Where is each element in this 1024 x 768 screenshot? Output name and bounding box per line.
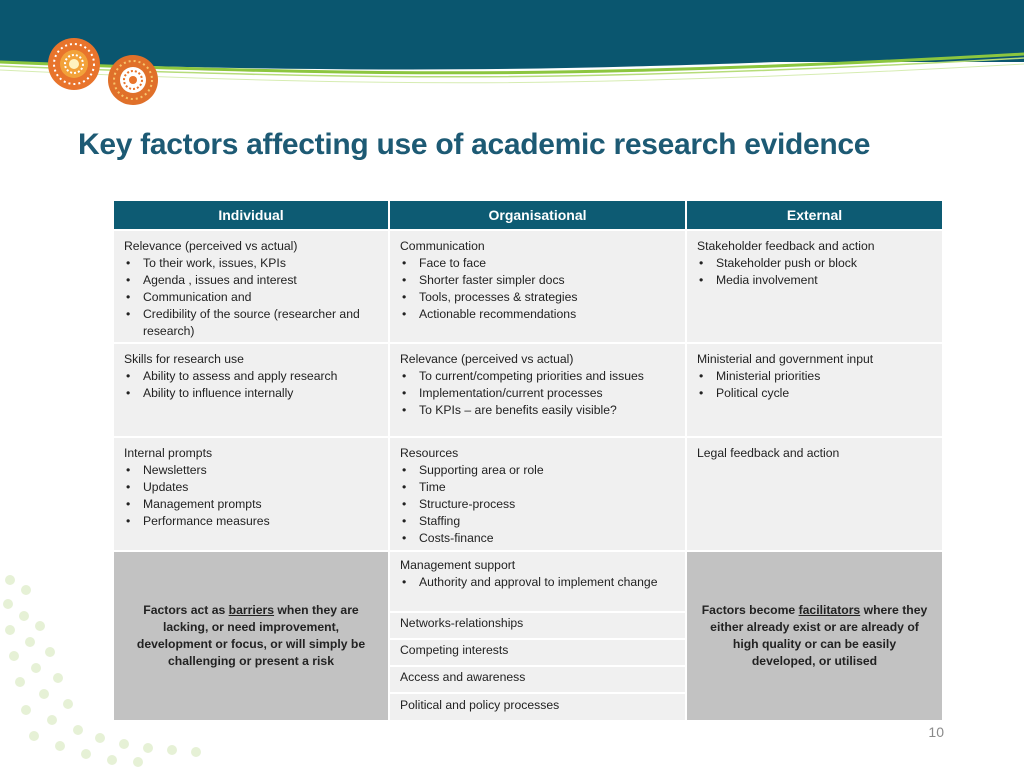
- table-cell: [114, 438, 388, 550]
- list-item: • Communication and: [124, 289, 380, 306]
- list-item: • Ministerial priorities: [697, 368, 934, 385]
- list-item: • Authority and approval to implement change: [400, 574, 677, 591]
- cell-heading: Networks-relationships: [400, 616, 524, 630]
- cell-heading: Legal feedback and action: [697, 446, 840, 460]
- table-cell: [114, 344, 388, 436]
- bullet-list: [124, 255, 380, 340]
- list-item: • Performance measures: [124, 513, 380, 530]
- list-item: • Media involvement: [697, 272, 934, 289]
- list-item: • Time: [400, 479, 677, 496]
- table-cell: [687, 344, 942, 436]
- cell-heading: Communication: [400, 239, 485, 253]
- bullet-list: [400, 368, 677, 419]
- list-item: • Costs-finance: [400, 530, 677, 547]
- facilitators-note: [687, 552, 942, 720]
- list-item: • Stakeholder push or block: [697, 255, 934, 272]
- table-cell: [390, 667, 685, 692]
- table-cell: [390, 438, 685, 550]
- cell-heading: Management support: [400, 558, 516, 572]
- cell-heading: Stakeholder feedback and action: [697, 239, 875, 253]
- dot-art-circle-left: [48, 38, 100, 90]
- list-item: • Political cycle: [697, 385, 934, 402]
- facilitators-keyword: facilitators: [798, 603, 861, 617]
- list-item: • Updates: [124, 479, 380, 496]
- list-item: • Face to face: [400, 255, 677, 272]
- cell-heading: Competing interests: [400, 643, 509, 657]
- barriers-keyword: barriers: [228, 603, 275, 617]
- organisational-factors-stack: [390, 552, 685, 720]
- bullet-list: [124, 368, 380, 402]
- table-cell: [390, 640, 685, 665]
- bullet-list: [697, 255, 934, 289]
- bullet-list: [400, 462, 677, 547]
- cell-heading: Relevance (perceived vs actual): [400, 352, 574, 366]
- cell-heading: Skills for research use: [124, 352, 244, 366]
- facilitators-text-post: where they either already exist or are already of high quality or can be easily developed, or utilised: [710, 603, 928, 668]
- list-item: • Ability to influence internally: [124, 385, 380, 402]
- list-item: • Management prompts: [124, 496, 380, 513]
- column-header-organisational: Organisational: [390, 201, 685, 229]
- list-item: • Supporting area or role: [400, 462, 677, 479]
- list-item: • Shorter faster simpler docs: [400, 272, 677, 289]
- table-cell: [687, 231, 942, 342]
- table-cell: [687, 438, 942, 550]
- bullet-list: [400, 574, 677, 591]
- table-cell: [390, 344, 685, 436]
- list-item: • To current/competing priorities and issues: [400, 368, 677, 385]
- bullet-list: [400, 255, 677, 323]
- column-header-external: External: [687, 201, 942, 229]
- list-item: • Staffing: [400, 513, 677, 530]
- barriers-text-post: when they are lacking, or need improvement, development or focus, or will simply be challenging or present a risk: [136, 603, 366, 668]
- table-cell: [390, 231, 685, 342]
- dot-art-circle-right: [108, 55, 158, 105]
- cell-heading: Relevance (perceived vs actual): [124, 239, 298, 253]
- list-item: • Structure-process: [400, 496, 677, 513]
- table-cell: [390, 613, 685, 638]
- table-cell: [390, 694, 685, 720]
- factors-table: [114, 201, 942, 720]
- header-banner: [0, 0, 1024, 110]
- bullet-list: [124, 462, 380, 530]
- slide-title: Key factors affecting use of academic research evidence: [78, 128, 871, 161]
- list-item: • To their work, issues, KPIs: [124, 255, 380, 272]
- list-item: • Newsletters: [124, 462, 380, 479]
- table-cell: [114, 231, 388, 342]
- page-number: 10: [928, 724, 944, 740]
- list-item: • Agenda , issues and interest: [124, 272, 380, 289]
- list-item: • Implementation/current processes: [400, 385, 677, 402]
- barriers-text-pre: Factors act as: [143, 603, 229, 617]
- barriers-note: [114, 552, 388, 720]
- list-item: • Ability to assess and apply research: [124, 368, 380, 385]
- facilitators-text-pre: Factors become: [701, 603, 799, 617]
- cell-heading: Ministerial and government input: [697, 352, 874, 366]
- list-item: • Credibility of the source (researcher and research): [124, 306, 380, 340]
- list-item: • To KPIs – are benefits easily visible?: [400, 402, 677, 419]
- cell-heading: Internal prompts: [124, 446, 213, 460]
- column-header-individual: Individual: [114, 201, 388, 229]
- cell-heading: Access and awareness: [400, 670, 526, 684]
- list-item: • Actionable recommendations: [400, 306, 677, 323]
- bullet-list: [697, 368, 934, 402]
- cell-heading: Political and policy processes: [400, 697, 560, 712]
- table-cell: [390, 552, 685, 611]
- cell-heading: Resources: [400, 446, 459, 460]
- list-item: • Tools, processes & strategies: [400, 289, 677, 306]
